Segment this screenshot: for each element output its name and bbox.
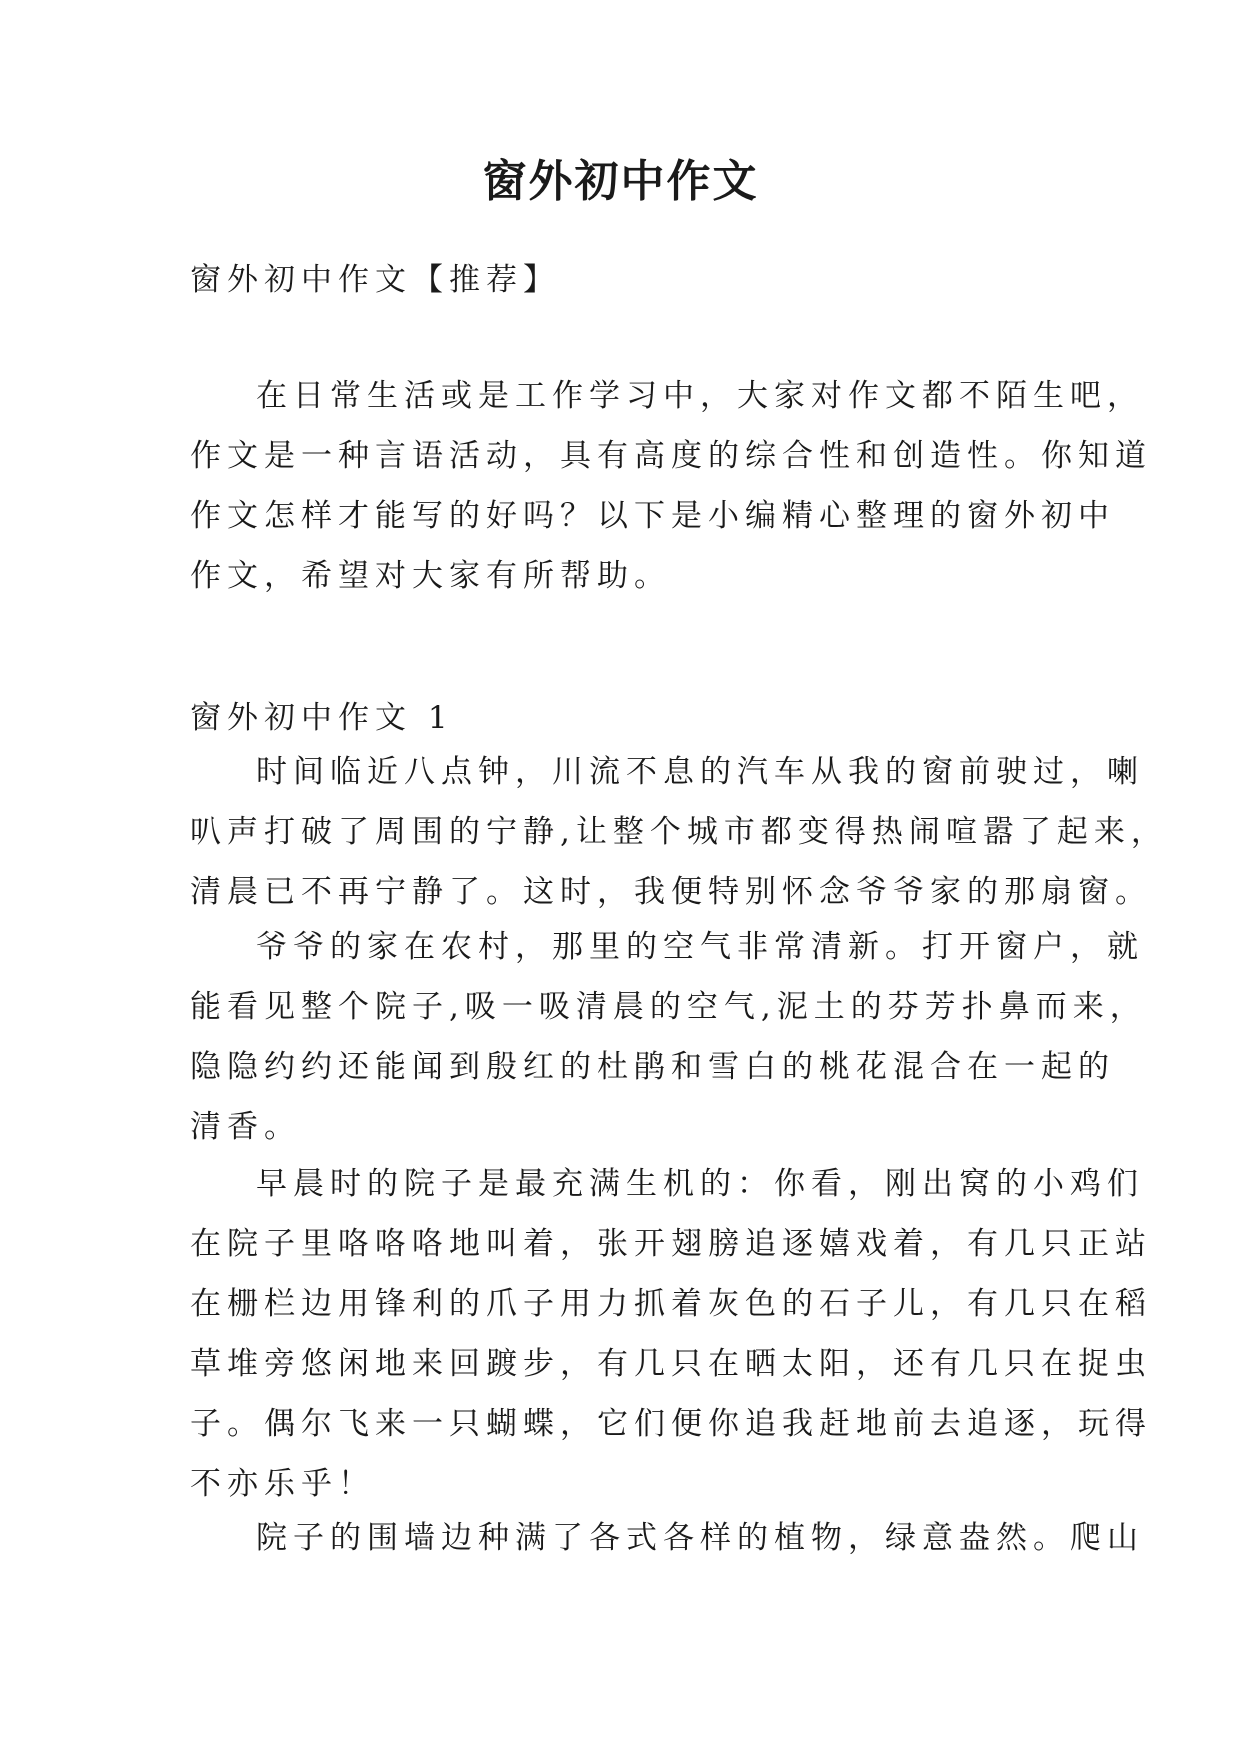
paragraph-line: 爷爷的家在农村，那里的空气非常清新。打开窗户，就 [256,929,1144,965]
paragraph-line: 院子的围墙边种满了各式各样的植物，绿意盎然。爬山 [256,1520,1144,1556]
body-paragraph-1 [190,742,1168,922]
body-paragraph-4 [190,1508,1144,1568]
section-heading: 窗外初中作文 1 [190,700,454,736]
paragraph-line: 作文，希望对大家有所帮助。 [190,558,671,594]
paragraph-line: 时间临近八点钟，川流不息的汽车从我的窗前驶过，喇 [256,754,1144,790]
paragraph-line: 作文是一种言语活动，具有高度的综合性和创造性。你知道 [190,438,1152,474]
paragraph-line: 作文怎样才能写的好吗？以下是小编精心整理的窗外初中 [190,498,1115,534]
paragraph-line: 在日常生活或是工作学习中，大家对作文都不陌生吧， [256,378,1144,414]
paragraph-line: 早晨时的院子是最充满生机的：你看，刚出窝的小鸡们 [256,1166,1144,1202]
body-paragraph-2 [190,917,1147,1157]
paragraph-line: 草堆旁悠闲地来回踱步，有几只在晒太阳，还有几只在捉虫 [190,1346,1152,1382]
paragraph-line: 能看见整个院子,吸一吸清晨的空气,泥土的芬芳扑鼻而来， [190,989,1147,1025]
paragraph-line: 隐隐约约还能闻到殷红的杜鹃和雪白的桃花混合在一起的 [190,1049,1115,1085]
paragraph-line: 在院子里咯咯咯地叫着，张开翅膀追逐嬉戏着，有几只正站 [190,1226,1152,1262]
paragraph-line: 在栅栏边用锋利的爪子用力抓着灰色的石子儿，有几只在稻 [190,1286,1152,1322]
document-subtitle: 窗外初中作文【推荐】 [190,262,560,298]
paragraph-line: 清香。 [190,1109,301,1145]
paragraph-line: 清晨已不再宁静了。这时，我便特别怀念爷爷家的那扇窗。 [190,874,1152,910]
paragraph-line: 不亦乐乎！ [190,1466,375,1502]
document-title: 窗外初中作文 [482,156,759,207]
body-paragraph-3 [190,1154,1152,1514]
intro-paragraph [190,366,1152,606]
paragraph-line: 叭声打破了周围的宁静,让整个城市都变得热闹喧嚣了起来， [190,814,1168,850]
paragraph-line: 子。偶尔飞来一只蝴蝶，它们便你追我赶地前去追逐，玩得 [190,1406,1152,1442]
